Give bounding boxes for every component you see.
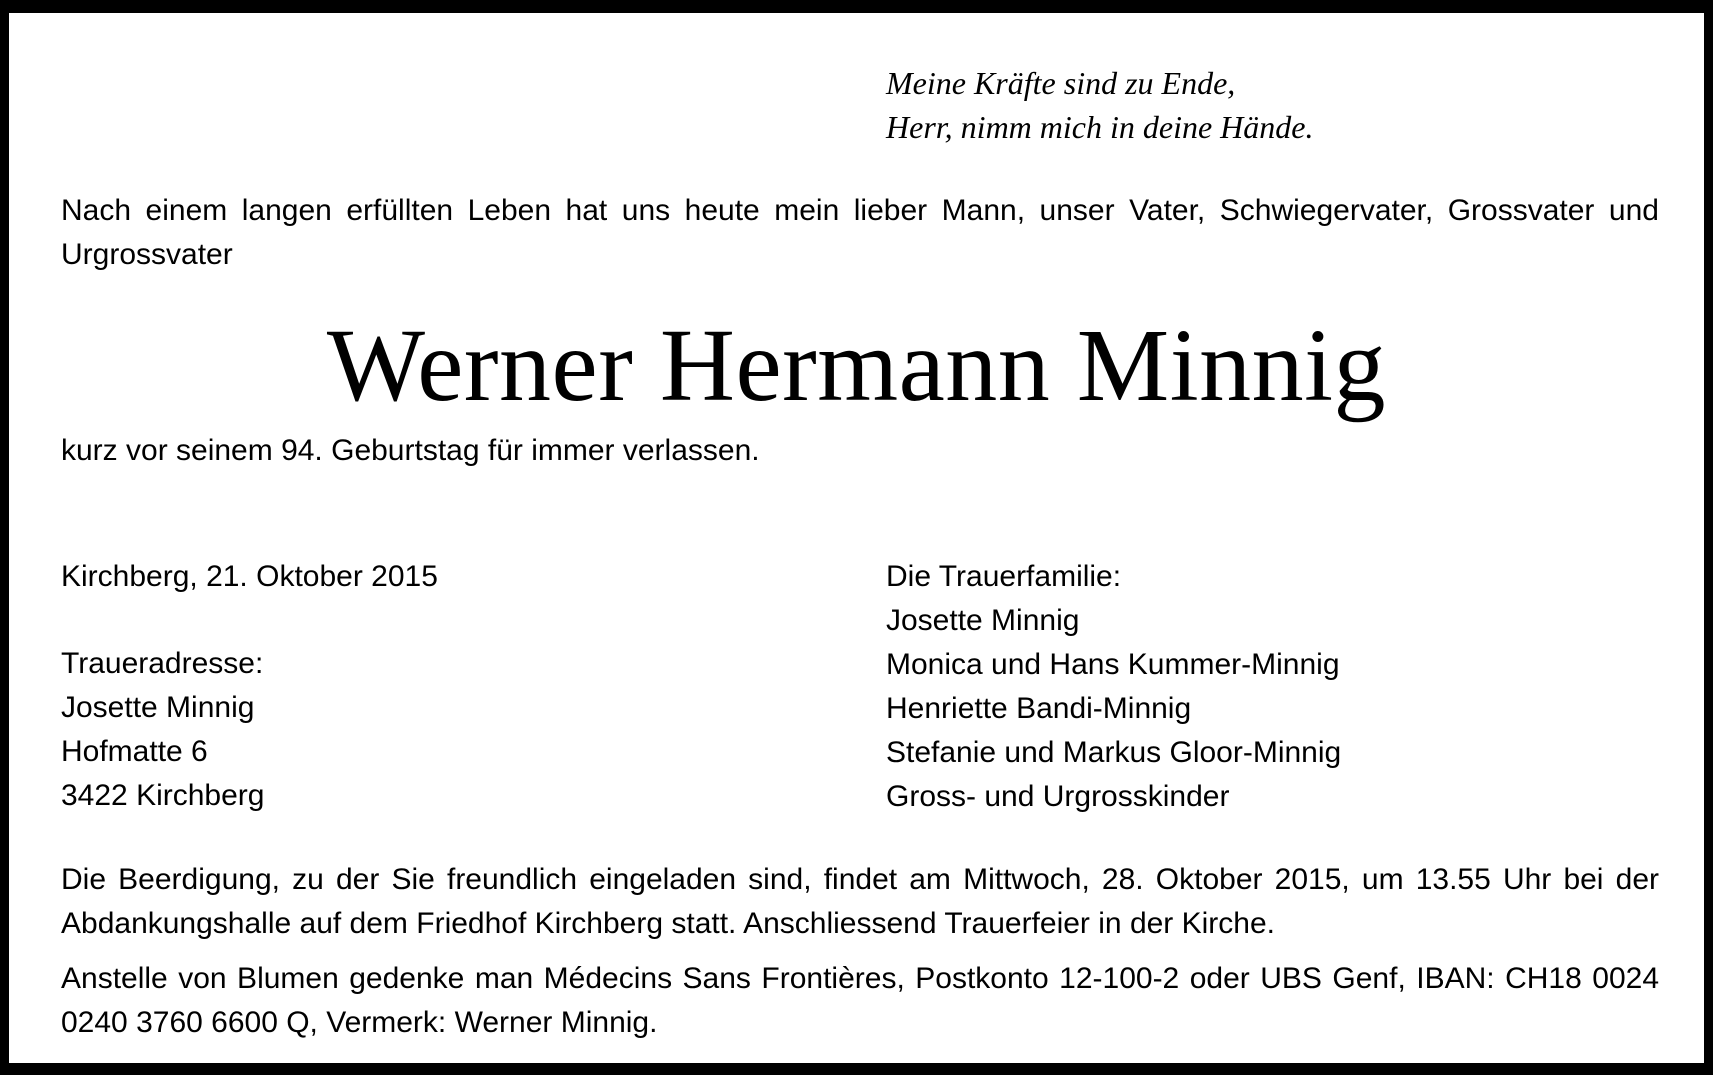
- mourning-address: [61, 642, 264, 818]
- intro-text: Nach einem langen erfüllten Leben hat uns heute mein lieber Mann, unser Vater, Schwiegervater, Grossvater und Urgrossvater: [61, 194, 1659, 271]
- family-member: Stefanie und Markus Gloor-Minnig: [886, 736, 1342, 769]
- deceased-name: Werner Hermann Minnig: [326, 308, 1387, 423]
- family-heading: Die Trauerfamilie:: [886, 560, 1122, 593]
- verse-line-2: Herr, nimm mich in deine Hände.: [886, 109, 1314, 145]
- place-date: Kirchberg, 21. Oktober 2015: [61, 560, 438, 593]
- verse-quote: [886, 61, 1313, 149]
- passing-text: kurz vor seinem 94. Geburtstag für immer verlassen.: [61, 434, 760, 467]
- family-member: Josette Minnig: [886, 604, 1080, 637]
- family-member: Gross- und Urgrosskinder: [886, 780, 1230, 813]
- verse-line-1: Meine Kräfte sind zu Ende,: [886, 65, 1236, 101]
- donation-info: Anstelle von Blumen gedenke man Médecins Sans Frontières, Postkonto 12-100-2 oder UBS Genf, IBAN: CH18 0024 0240 3760 6600 Q, Vermerk: Werner Minnig.: [61, 962, 1659, 1039]
- family-member: Henriette Bandi-Minnig: [886, 692, 1192, 725]
- mourning-address-city: 3422 Kirchberg: [61, 779, 265, 812]
- mourning-address-heading: Traueradresse:: [61, 647, 264, 680]
- mourning-family: [886, 555, 1341, 819]
- mourning-address-name: Josette Minnig: [61, 691, 255, 724]
- funeral-info: Die Beerdigung, zu der Sie freundlich eingeladen sind, findet am Mittwoch, 28. Oktober 2015, um 13.55 Uhr bei der Abdankungshalle auf dem Friedhof Kirchberg statt. Anschliessend Trauerfeier in der Kirche.: [61, 863, 1659, 940]
- mourning-address-street: Hofmatte 6: [61, 735, 208, 768]
- family-member: Monica und Hans Kummer-Minnig: [886, 648, 1340, 681]
